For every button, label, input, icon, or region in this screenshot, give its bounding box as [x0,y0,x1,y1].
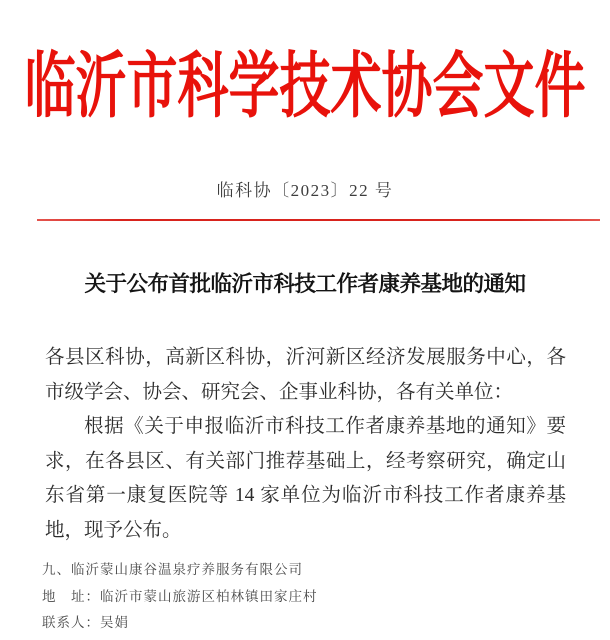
letterhead-banner [0,28,610,128]
base-entry-contact: 联系人：吴娟 [42,615,129,630]
body-line-2: 求，在各县区、有关部门推荐基础上，经考察研究，确定山 [45,450,566,472]
salutation-line-2: 市级学会、协会、研究会、企事业科协，各有关单位： [45,381,514,403]
red-separator-line [37,219,600,221]
body-line-4: 地，现予公布。 [45,519,182,541]
base-entry-9 [42,557,562,637]
salutation-line-1: 各县区科协，高新区科协，沂河新区经济发展服务中心，各 [45,347,566,368]
body-line-3: 东省第一康复医院等 14 家单位为临沂市科技工作者康养基 [45,485,566,507]
notice-body [45,341,566,549]
notice-title: 关于公布首批临沂市科技工作者康养基地的通知 [84,272,526,296]
organization-title: 临沂市科学技术协会文件 [24,49,586,128]
document-number: 临科协〔2023〕22 号 [216,181,394,200]
base-entry-name: 九、临沂蒙山康谷温泉疗养服务有限公司 [42,562,303,577]
body-line-1: 根据《关于申报临沂市科技工作者康养基地的通知》要 [84,416,566,438]
base-entry-address: 地 址：临沂市蒙山旅游区柏林镇田家庄村 [42,588,318,604]
